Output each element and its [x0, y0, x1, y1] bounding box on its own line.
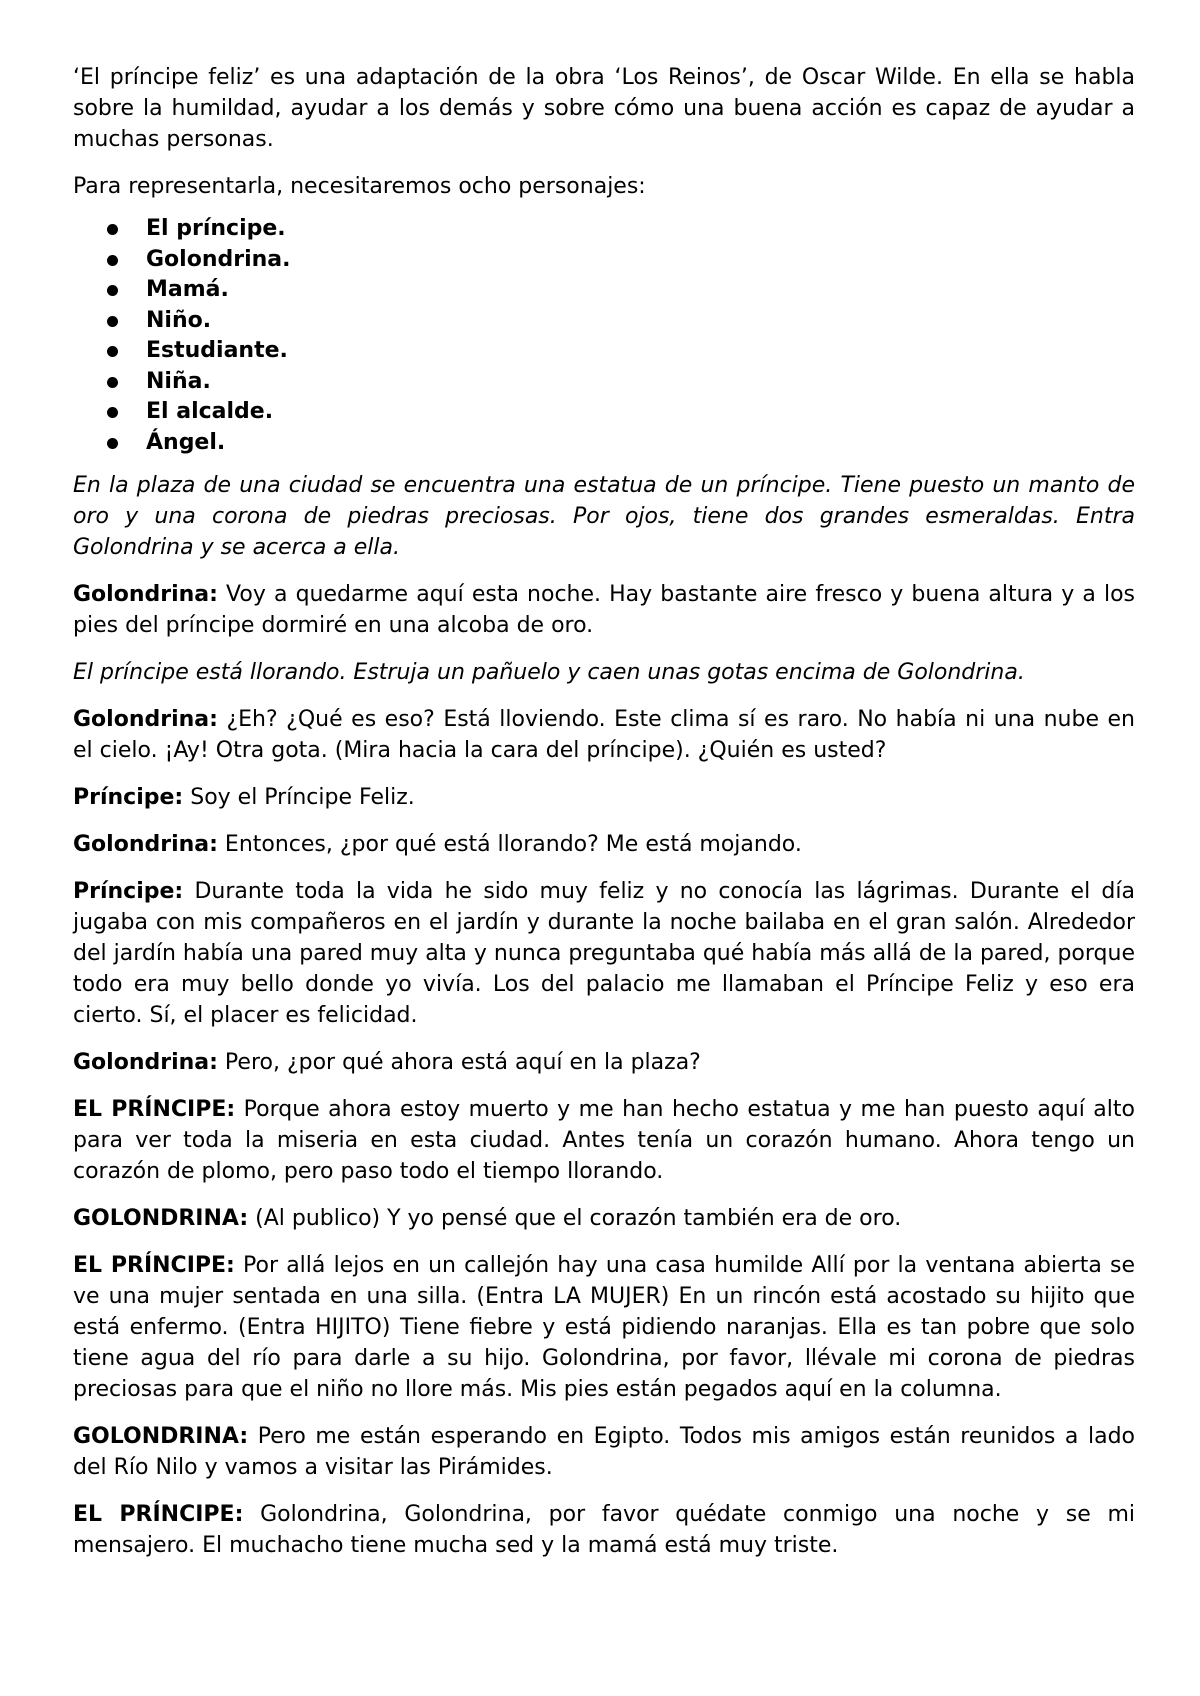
dialogue-text: Pero me están esperando en Egipto. Todos mis amigos están reunidos a lado del Río Nilo y vamos a visitar las Pirámides. — [73, 1424, 1135, 1480]
speaker-name: Golondrina: — [73, 582, 218, 607]
dialogue-line — [73, 782, 1135, 813]
characters-intro: Para representarla, necesitaremos ocho personajes: — [73, 174, 646, 199]
bullet-icon — [107, 255, 118, 266]
bullet-icon — [107, 285, 118, 296]
character-name: El príncipe. — [146, 216, 286, 241]
speaker-name: GOLONDRINA: — [73, 1424, 249, 1449]
dialogue-line — [73, 579, 1135, 641]
list-item — [73, 367, 1135, 398]
stage-direction: En la plaza de una ciudad se encuentra una estatua de un príncipe. Tiene puesto un manto de oro y una corona de piedras preciosas. Por ojos, tiene dos grandes esmeraldas. Entra Golondrina y se acerca a ella. — [73, 473, 1135, 560]
list-item — [73, 397, 1135, 428]
character-name: Niña. — [146, 368, 211, 394]
speaker-name: GOLONDRINA: — [73, 1206, 249, 1231]
speaker-name: EL PRÍNCIPE: — [73, 1253, 235, 1278]
dialogue-text: Entonces, ¿por qué está llorando? Me está mojando. — [217, 832, 802, 857]
dialogue-line — [73, 1499, 1135, 1561]
dialogue-line — [73, 1047, 1135, 1078]
stage-direction: El príncipe está llorando. Estruja un pañuelo y caen unas gotas encima de Golondrina. — [73, 660, 1025, 685]
character-name: Niño. — [146, 307, 212, 333]
character-name: Golondrina. — [146, 246, 291, 272]
dialogue-text: Pero, ¿por qué ahora está aquí en la plaza? — [217, 1050, 701, 1075]
speaker-name: Príncipe: — [73, 879, 184, 904]
bullet-icon — [107, 346, 118, 357]
speaker-name: Golondrina: — [73, 1050, 218, 1075]
dialogue-text: Porque ahora estoy muerto y me han hecho estatua y me han puesto aquí alto para ver toda la miseria en esta ciudad. Antes tenía un corazón humano. Ahora tengo un corazón de plomo, pero paso todo el tiempo llorando. — [73, 1097, 1135, 1184]
dialogue-text: Durante toda la vida he sido muy feliz y no conocía las lágrimas. Durante el día jugaba con mis compañeros en el jardín y durante la noche bailaba en el gran salón. Alrededor del jardín había una pared muy alta y nunca preguntaba qué había más allá de la pared, porque todo era muy bello donde yo vivía. Los del palacio me llamaban el Príncipe Feliz y eso era cierto. Sí, el placer es felicidad. — [73, 879, 1135, 1028]
dialogue-line — [73, 1203, 1135, 1234]
speaker-name: Golondrina: — [73, 707, 218, 732]
bullet-icon — [107, 377, 118, 388]
document-page — [73, 62, 1135, 1577]
bullet-icon — [107, 438, 118, 449]
list-item — [73, 245, 1135, 276]
character-name: Ángel. — [146, 429, 226, 455]
list-item — [73, 275, 1135, 306]
dialogue-text: Voy a quedarme aquí esta noche. Hay bastante aire fresco y buena altura y a los pies del príncipe dormiré en una alcoba de oro. — [73, 582, 1135, 638]
bullet-icon — [107, 316, 118, 327]
speaker-name: Golondrina: — [73, 832, 218, 857]
dialogue-line — [73, 876, 1135, 1031]
dialogue-line — [73, 704, 1135, 766]
list-item — [73, 214, 1135, 245]
speaker-name: Príncipe: — [73, 785, 184, 810]
dialogue-line — [73, 1421, 1135, 1483]
speaker-name: EL PRÍNCIPE: — [73, 1502, 244, 1527]
list-item — [73, 336, 1135, 367]
dialogue-line — [73, 1250, 1135, 1405]
intro-paragraph: ‘El príncipe feliz’ es una adaptación de la obra ‘Los Reinos’, de Oscar Wilde. En ella se habla sobre la humildad, ayudar a los demás y sobre cómo una buena acción es capaz de ayudar a muchas personas. — [73, 65, 1135, 152]
list-item — [73, 428, 1135, 459]
dialogue-text: Soy el Príncipe Feliz. — [183, 785, 415, 810]
character-name: Estudiante. — [146, 338, 288, 363]
bullet-icon — [107, 224, 118, 235]
dialogue-text: (Al publico) Y yo pensé que el corazón también era de oro. — [248, 1206, 902, 1231]
character-list — [73, 214, 1135, 458]
bullet-icon — [107, 407, 118, 418]
list-item — [73, 306, 1135, 337]
dialogue-line — [73, 1094, 1135, 1187]
dialogue-text: Por allá lejos en un callejón hay una casa humilde Allí por la ventana abierta se ve una mujer sentada en una silla. (Entra LA MUJER) En un rincón está acostado su hijito que está enfermo. (Entra HIJITO) Tiene fiebre y está pidiendo naranjas. Ella es tan pobre que solo tiene agua del río para darle a su hijo. Golondrina, por favor, llévale mi corona de piedras preciosas para que el niño no llore más. Mis pies están pegados aquí en la columna. — [73, 1253, 1135, 1402]
character-name: Mamá. — [146, 277, 229, 302]
dialogue-line — [73, 829, 1135, 860]
character-name: El alcalde. — [146, 399, 274, 424]
speaker-name: EL PRÍNCIPE: — [73, 1097, 236, 1122]
dialogue-text: ¿Eh? ¿Qué es eso? Está lloviendo. Este clima sí es raro. No había ni una nube en el cielo. ¡Ay! Otra gota. (Mira hacia la cara del príncipe). ¿Quién es usted? — [73, 707, 1135, 763]
dialogue-text: Golondrina, Golondrina, por favor quédate conmigo una noche y se mi mensajero. El muchacho tiene mucha sed y la mamá está muy triste. — [73, 1502, 1135, 1558]
